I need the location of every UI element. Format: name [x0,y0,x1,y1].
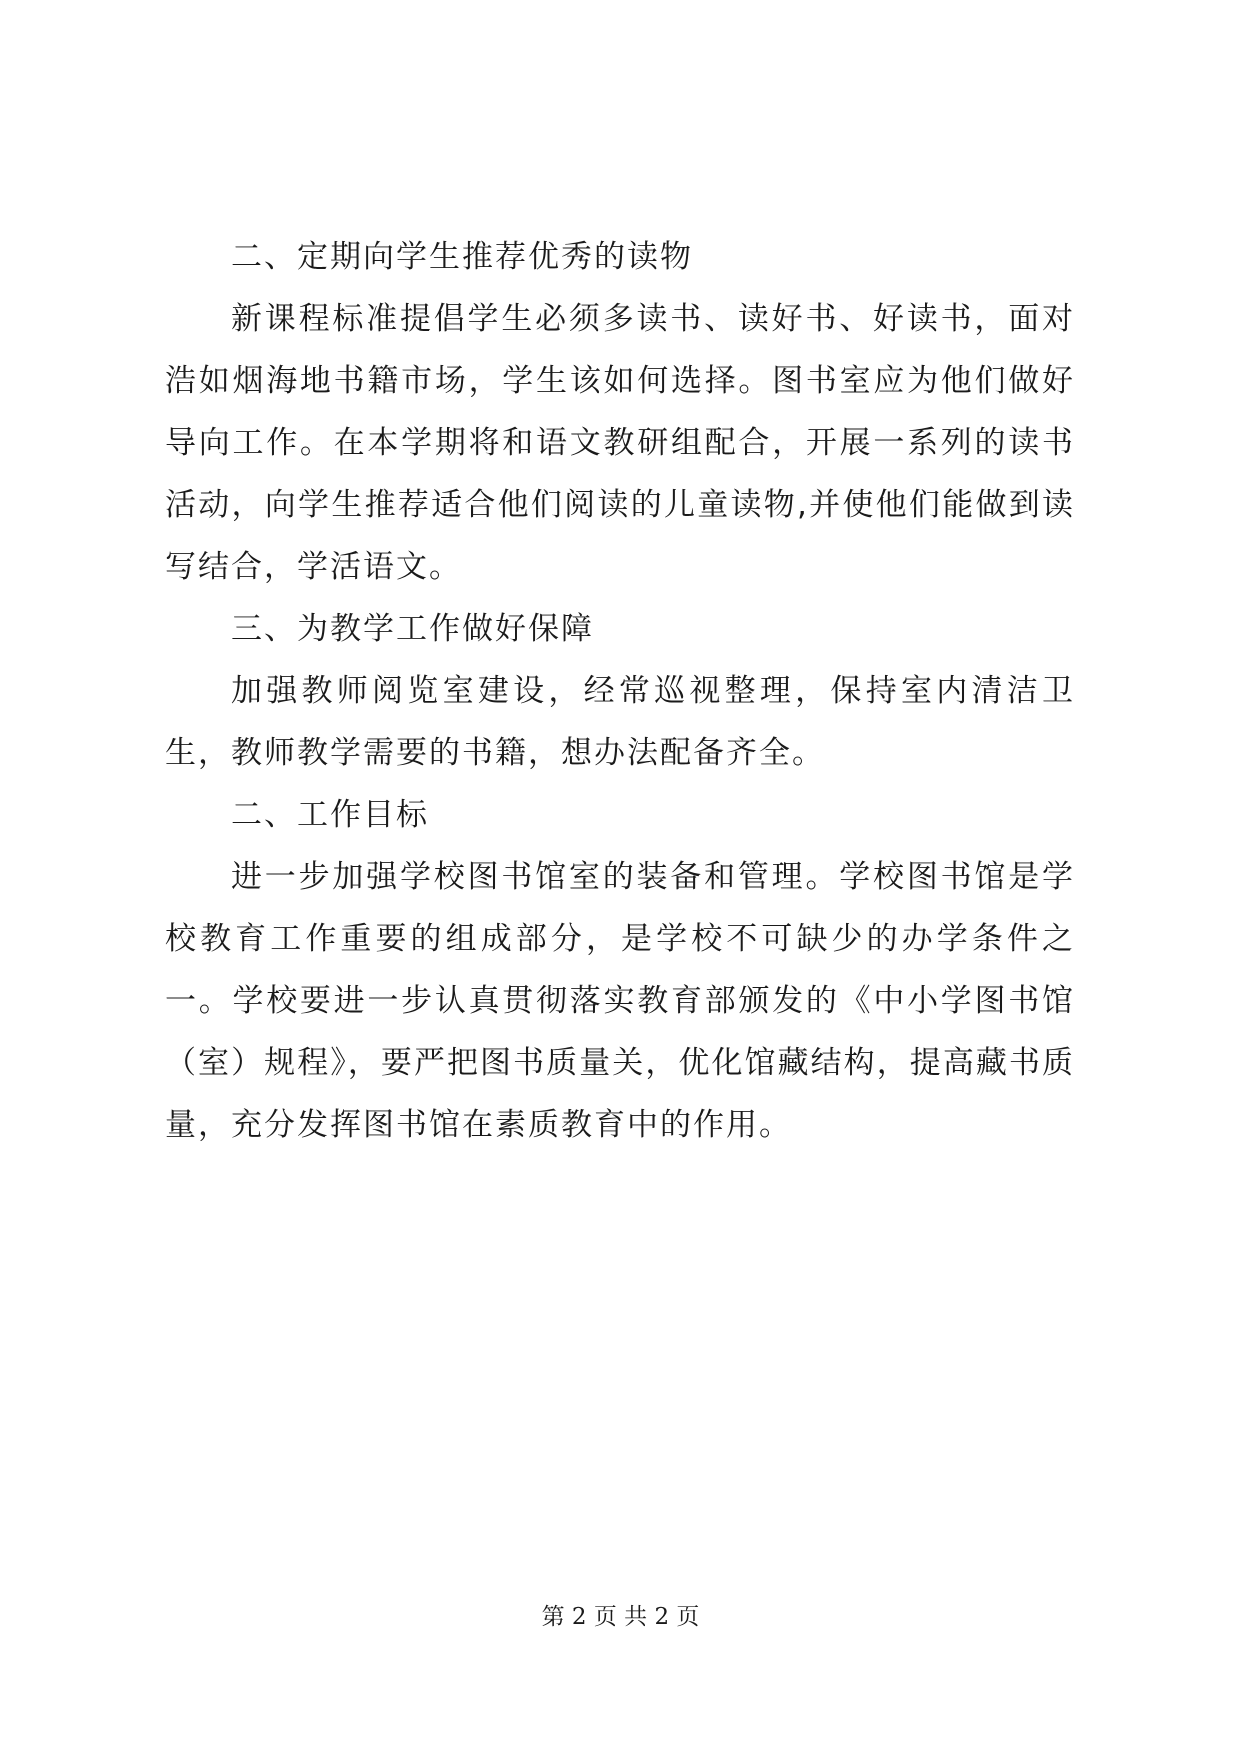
paragraph-recommend-reading: 新课程标准提倡学生必须多读书、读好书、好读书，面对浩如烟海地书籍市场，学生该如何选择。图书室应为他们做好导向工作。在本学期将和语文教研组配合，开展一系列的读书活动，向学生推荐适合他们阅读的儿童读物,并使他们能做到读写结合，学活语文。 [165,301,1075,585]
section-heading-recommend-reading: 二、定期向学生推荐优秀的读物 [231,239,693,275]
paragraph-work-goals: 进一步加强学校图书馆室的装备和管理。学校图书馆是学校教育工作重要的组成部分，是学校不可缺少的办学条件之一。学校要进一步认真贯彻落实教育部颁发的《中小学图书馆（室）规程》，要严把图书质量关，优化馆藏结构，提高藏书质量，充分发挥图书馆在素质教育中的作用。 [165,859,1075,1143]
section-heading-work-goals: 二、工作目标 [231,797,429,833]
page-number-footer: 第 2 页 共 2 页 [541,1604,700,1630]
document-body [165,226,1075,1156]
section-heading-teaching-support: 三、为教学工作做好保障 [231,611,594,647]
paragraph-teaching-support: 加强教师阅览室建设，经常巡视整理，保持室内清洁卫生，教师教学需要的书籍，想办法配备齐全。 [165,673,1075,771]
